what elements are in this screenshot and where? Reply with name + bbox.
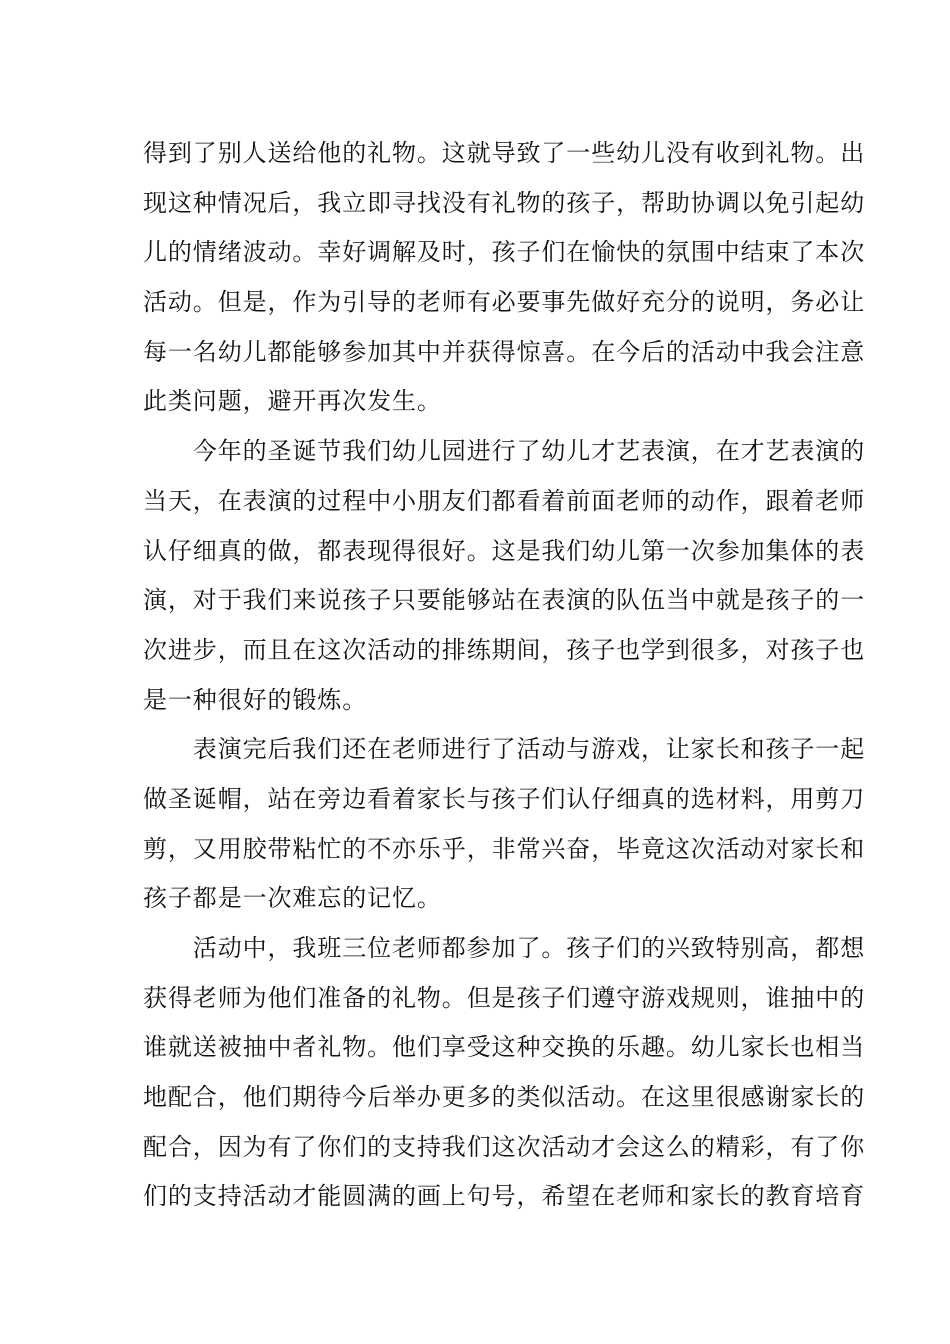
text-line: 得到了别人送给他的礼物。这就导致了一些幼儿没有收到礼物。出 <box>143 139 866 167</box>
text-line: 地配合，他们期待今后举办更多的类似活动。在这里很感谢家长的 <box>143 1083 866 1112</box>
text-line: 认仔细真的做，都表现得很好。这是我们幼儿第一次参加集体的表 <box>143 536 866 565</box>
text-line: 今年的圣诞节我们幼儿园进行了幼儿才艺表演，在才艺表演的 <box>143 437 866 466</box>
text-line: 每一名幼儿都能够参加其中并获得惊喜。在今后的活动中我会注意 <box>143 337 866 366</box>
text-line: 次进步，而且在这次活动的排练期间，孩子也学到很多，对孩子也 <box>143 635 866 664</box>
text-line: 表演完后我们还在老师进行了活动与游戏，让家长和孩子一起 <box>143 735 866 764</box>
text-line: 剪，又用胶带粘忙的不亦乐乎，非常兴奋，毕竟这次活动对家长和 <box>143 834 866 863</box>
body-text <box>143 129 866 1222</box>
text-line: 是一种很好的锻炼。 <box>143 685 368 714</box>
text-line: 做圣诞帽，站在旁边看着家长与孩子们认仔细真的选材料，用剪刀 <box>143 784 866 813</box>
text-line: 配合，因为有了你们的支持我们这次活动才会这么的精彩，有了你 <box>143 1132 866 1161</box>
text-line: 此类问题，避开再次发生。 <box>143 387 442 416</box>
text-line: 活动。但是，作为引导的老师有必要事先做好充分的说明，务必让 <box>143 288 866 317</box>
text-line: 活动中，我班三位老师都参加了。孩子们的兴致特别高，都想 <box>143 934 866 962</box>
text-line: 谁就送被抽中者礼物。他们享受这种交换的乐趣。幼儿家长也相当 <box>143 1033 866 1062</box>
text-line: 演，对于我们来说孩子只要能够站在表演的队伍当中就是孩子的一 <box>143 586 866 615</box>
text-line: 当天，在表演的过程中小朋友们都看着前面老师的动作，跟着老师 <box>143 486 866 515</box>
text-line: 孩子都是一次难忘的记忆。 <box>143 884 442 913</box>
text-line: 儿的情绪波动。幸好调解及时，孩子们在愉快的氛围中结束了本次 <box>143 238 866 267</box>
text-line: 现这种情况后，我立即寻找没有礼物的孩子，帮助协调以免引起幼 <box>143 188 866 217</box>
text-line: 获得老师为他们准备的礼物。但是孩子们遵守游戏规则，谁抽中的 <box>143 983 866 1012</box>
text-line: 们的支持活动才能圆满的画上句号，希望在老师和家长的教育培育 <box>143 1182 866 1211</box>
